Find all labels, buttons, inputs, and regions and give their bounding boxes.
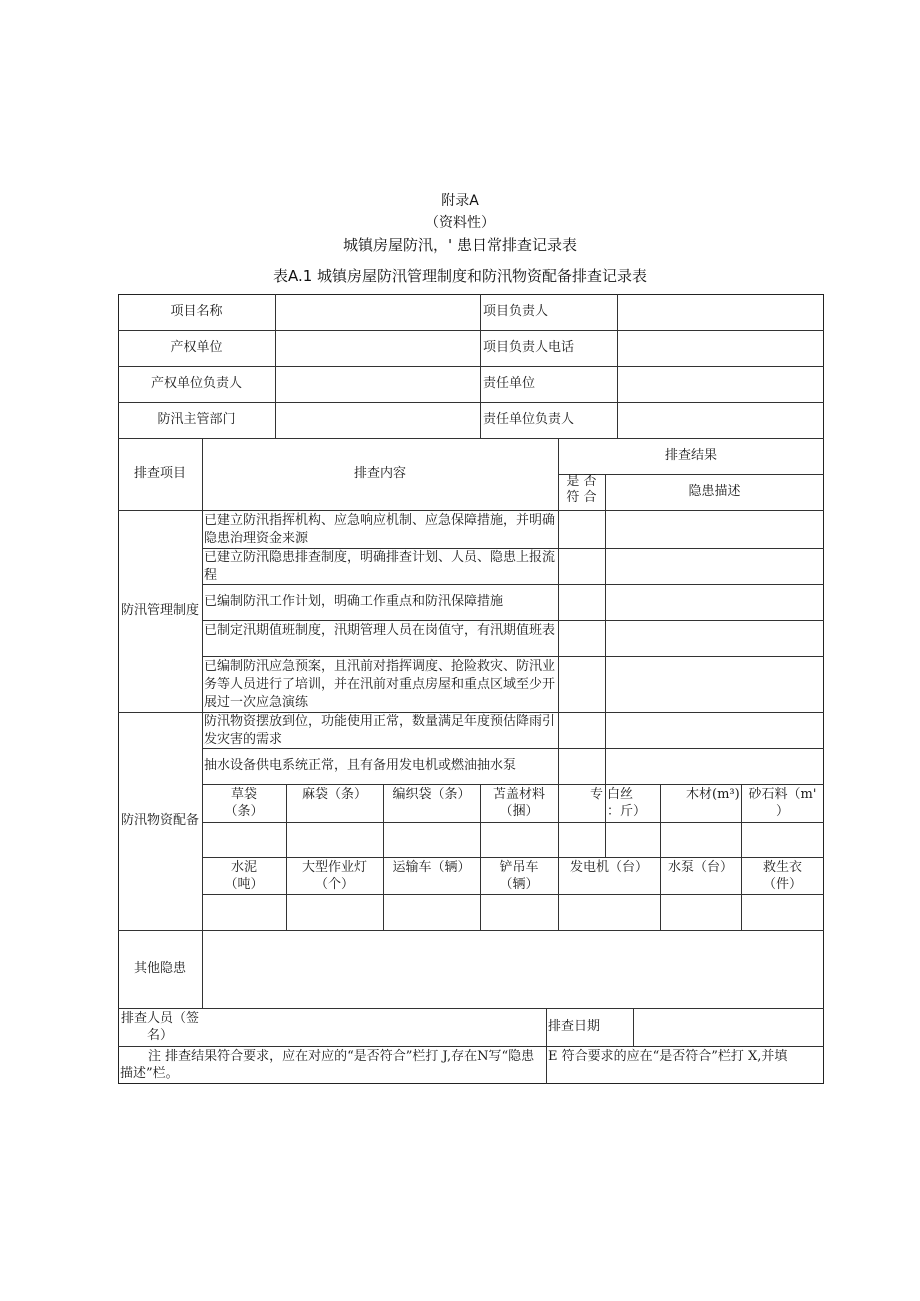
other-hazards-label: 其他隐患 xyxy=(133,961,186,976)
row-divider xyxy=(202,784,824,785)
note-right: E 符合要求的应在“是否符合”栏打 X,并填 xyxy=(548,1049,788,1064)
row-divider xyxy=(202,656,824,657)
row-divider xyxy=(202,620,824,621)
material-gunny-bag: 麻袋（条） xyxy=(301,787,367,802)
hazard-description-header: 隐患描述 xyxy=(688,484,741,499)
material-loader-crane: 铲吊车 （辆） xyxy=(499,860,539,892)
note-left: 注 排查结果符合要求，应在对应的“是否符合”栏打 J,存在N写“隐患描述”栏。 xyxy=(120,1049,535,1081)
material-timber: 木材(m³) xyxy=(686,787,740,802)
row-divider xyxy=(202,857,824,858)
table-title: 表A.1 城镇房屋防汛管理制度和防汛物资配备排查记录表 xyxy=(272,267,648,285)
responsible-unit-leader-label: 责任单位负责人 xyxy=(483,412,575,427)
inspection-content-header: 排查内容 xyxy=(353,466,406,481)
inspection-item-header: 排查项目 xyxy=(133,466,186,481)
appendix-nature: （资料性） xyxy=(425,215,495,231)
management-item: 已制定汛期值班制度，汛期管理人员在岗值守，有汛期值班表 xyxy=(204,623,556,638)
material-generator: 发电机（台） xyxy=(569,860,648,875)
material-special: 专 xyxy=(590,787,604,802)
supplies-item: 防汛物资摆放到位，功能使用正常，数量满足年度预估降雨引发灾害的需求 xyxy=(204,714,556,747)
row-divider xyxy=(118,1046,824,1047)
row-divider xyxy=(202,894,824,895)
row-divider xyxy=(118,510,824,511)
supplies-section-label: 防汛物资配备 xyxy=(120,813,199,828)
row-divider xyxy=(118,438,824,439)
row-divider xyxy=(118,330,824,331)
project-name-label: 项目名称 xyxy=(170,304,223,319)
material-work-light: 大型作业灯 （个） xyxy=(301,860,367,892)
document-title: 城镇房屋防汛，' 患日常排查记录表 xyxy=(343,236,577,254)
management-item: 已建立防汛指挥机构、应急响应机制、应急保障措施，并明确隐患治理资金来源 xyxy=(204,513,556,546)
inspection-date-label: 排查日期 xyxy=(548,1019,601,1034)
material-woven-bag: 编织袋（条） xyxy=(392,787,471,802)
flood-authority-label: 防汛主管部门 xyxy=(157,412,236,427)
property-unit-label: 产权单位 xyxy=(170,340,223,355)
management-item: 已编制防汛应急预案，且汛前对指挥调度、抢险救灾、防汛业务等人员进行了培训，并在汛前对重点房屋和重点区域至少开展过一次应急演练 xyxy=(204,659,556,710)
property-unit-leader-label: 产权单位负责人 xyxy=(150,376,242,391)
row-divider xyxy=(118,930,824,931)
material-cement: 水泥 （吨） xyxy=(224,860,264,892)
row-divider xyxy=(118,366,824,367)
management-item: 已编制防汛工作计划，明确工作重点和防汛保障措施 xyxy=(204,594,504,609)
col-divider xyxy=(660,784,661,857)
inspection-result-header: 排查结果 xyxy=(664,448,717,463)
project-leader-label: 项目负责人 xyxy=(483,304,549,319)
material-life-jacket: 救生衣 （件） xyxy=(762,860,802,892)
row-divider xyxy=(118,1008,824,1009)
col-divider xyxy=(633,1008,634,1046)
col-divider xyxy=(605,784,606,857)
material-transport-vehicle: 运输车（辆） xyxy=(392,860,471,875)
col-divider xyxy=(480,294,481,438)
row-divider xyxy=(118,402,824,403)
col-divider xyxy=(546,1008,547,1084)
material-straw-bag: 草袋 （条） xyxy=(224,787,264,819)
col-divider xyxy=(202,438,203,1008)
row-divider xyxy=(202,822,824,823)
supplies-item: 抽水设备供电系统正常，且有备用发电机或燃油抽水泵 xyxy=(204,758,517,773)
appendix-label: 附录A xyxy=(441,193,479,209)
material-sand-gravel: 砂石料（m' ） xyxy=(748,787,817,819)
management-section-label: 防汛管理制度 xyxy=(120,603,199,618)
col-divider xyxy=(558,784,559,857)
inspector-signature-label: 排查人员（签 名） xyxy=(120,1011,199,1043)
col-divider xyxy=(617,294,618,438)
col-divider xyxy=(275,294,276,438)
conformity-header: 是 否 符 合 xyxy=(566,474,597,505)
management-item: 已建立防汛隐患排查制度，明确排查计划、人员、隐患上报流程 xyxy=(204,550,556,583)
col-divider xyxy=(605,474,606,784)
material-cover: 苫盖材料 （捆） xyxy=(492,787,545,819)
responsible-unit-label: 责任单位 xyxy=(483,376,536,391)
material-water-pump: 水泵（台） xyxy=(667,860,733,875)
material-steel-wire: 白丝 ：斤） xyxy=(607,787,647,819)
project-leader-phone-label: 项目负责人电话 xyxy=(483,340,575,355)
